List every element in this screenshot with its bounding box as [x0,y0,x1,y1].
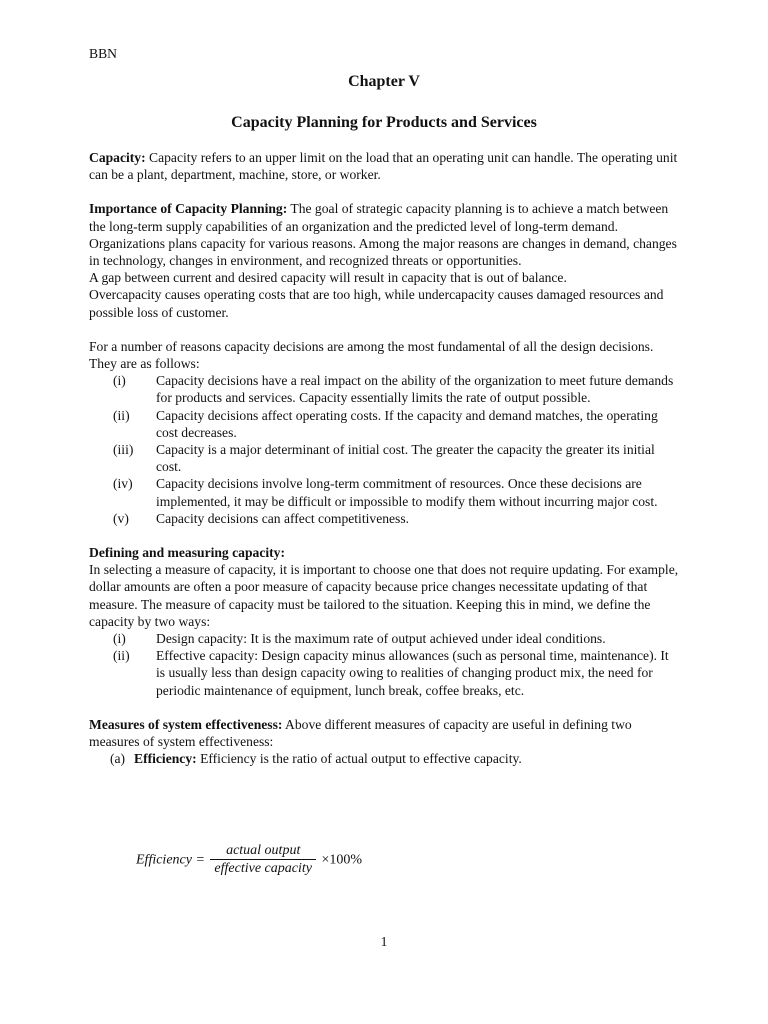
list-item [89,630,681,647]
importance-paragraph-2: Organizations plans capacity for various reasons. Among the major reasons are changes in demand, changes in technology, changes in environment, and recognized threats or opportunities. [89,235,677,269]
list-item-text: Capacity decisions involve long-term commitment of resources. Once these decisions are implemented, it may be difficult or impossible to modify them without incurring major cost. [156,476,658,509]
list-item [89,441,681,475]
list-item [89,407,681,441]
efficiency-item [89,750,681,767]
decisions-list [89,372,681,527]
list-item [89,475,681,509]
importance-paragraph [89,200,681,234]
list-item [89,510,681,527]
formula-lhs: Efficiency = [136,852,205,868]
list-item-text: Capacity decisions affect operating costs. If the capacity and demand matches, the operating cost decreases. [156,407,658,440]
formula-rhs: ×100% [321,852,363,868]
list-item-text: Capacity decisions can affect competitiveness. [156,510,410,526]
list-item-text: Design capacity: It is the maximum rate of output achieved under ideal conditions. [156,631,606,647]
defining-heading [89,544,681,561]
list-item-number: (ii) [113,407,130,423]
list-item [89,372,681,406]
importance-label: Importance of Capacity Planning: [89,201,288,217]
list-item-number: (iv) [113,476,133,492]
capacity-types-list [89,630,681,699]
efficiency-text: Efficiency is the ratio of actual output to effective capacity. [196,751,522,767]
formula-fraction [210,842,316,878]
list-item-number: (v) [113,510,129,526]
list-item-text: Effective capacity: Design capacity minus allowances (such as personal time, maintenance). It is usually less than design capacity owing to realities of changing product mix, the need for periodic maintenance of equipment, lunch break, coffee breaks, etc. [156,648,669,698]
formula-numerator: actual output [210,842,316,860]
formula-denominator: effective capacity [214,861,312,876]
efficiency-formula [136,842,362,878]
list-item-number: (i) [113,373,126,389]
decisions-intro: For a number of reasons capacity decisions are among the most fundamental of all the design decisions. They are as follows: [89,338,654,372]
list-item-number: (iii) [113,442,134,458]
document-body [89,149,681,768]
defining-heading-text: Defining and measuring capacity: [89,545,285,561]
importance-paragraph-4: Overcapacity causes operating costs that are too high, while undercapacity causes damaged resources and possible loss of customer. [89,287,664,320]
page-number: 1 [380,934,388,949]
page-title: Capacity Planning for Products and Services [231,114,537,131]
importance-paragraph-3: A gap between current and desired capacity will result in capacity that is out of balance. [89,270,567,286]
capacity-label: Capacity: [89,150,146,165]
capacity-text: Capacity refers to an upper limit on the load that an operating unit can handle. The operating unit can be a plant, department, machine, store, or worker. [89,150,678,183]
chapter-heading: Chapter V [348,73,420,90]
header-label: BBN [89,46,117,61]
efficiency-label: Efficiency: [134,751,197,767]
measures-text: Above different measures of capacity are useful in defining two measures of system effectiveness: [89,716,632,750]
list-item [89,647,681,699]
list-item-number: (ii) [113,648,130,664]
measures-paragraph [89,716,681,750]
efficiency-number: (a) [110,751,126,767]
capacity-paragraph [89,149,681,183]
defining-paragraph: In selecting a measure of capacity, it is important to choose one that does not require updating. For example, dollar amounts are often a poor measure of capacity because price changes necessitate updating of that measure. The measure of capacity must be tailored to the situation. Keeping this in mind, we define the capacity by two ways: [89,562,679,629]
measures-label: Measures of system effectiveness: [89,716,283,732]
list-item-text: Capacity decisions have a real impact on the ability of the organization to meet future demands for products and services. Capacity essentially limits the rate of output possible. [156,373,674,406]
importance-text: The goal of strategic capacity planning is to achieve a match between the long-term supply capabilities of an organization and the predicted level of long-term demand. [89,201,669,234]
list-item-text: Capacity is a major determinant of initial cost. The greater the capacity the greater its initial cost. [156,442,655,475]
list-item-number: (i) [113,631,126,647]
